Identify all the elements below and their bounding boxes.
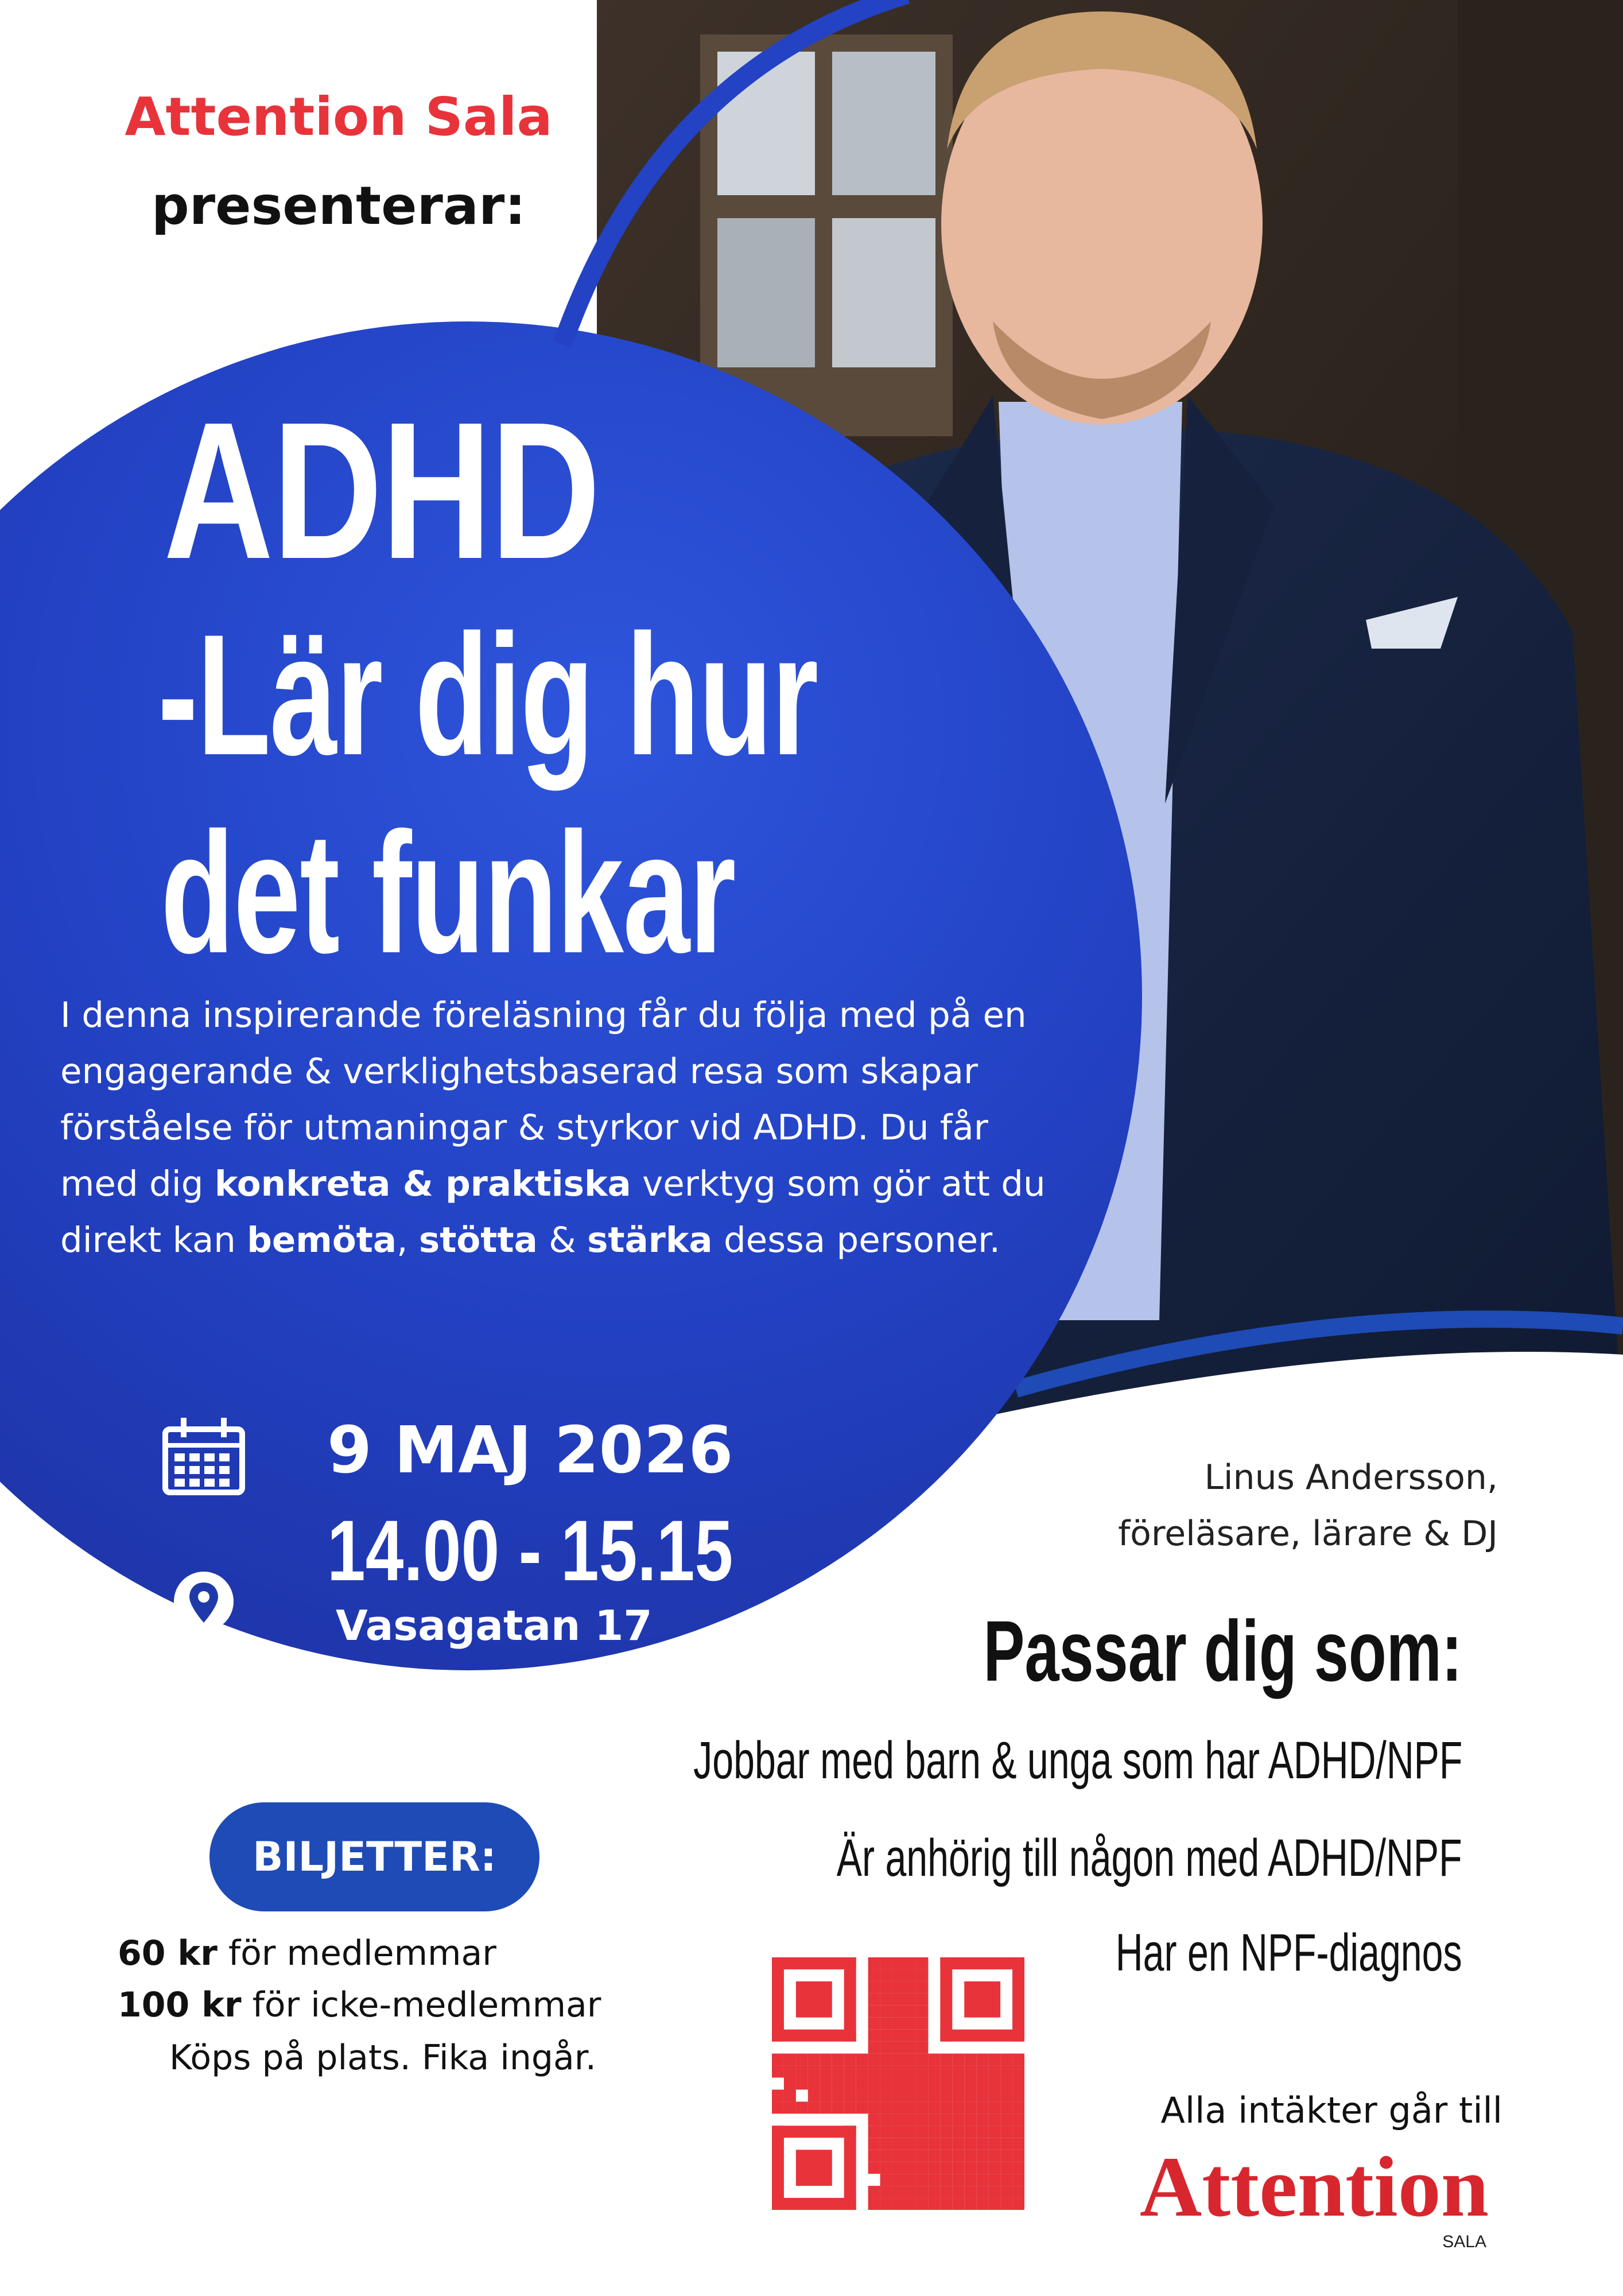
proceeds-text: Alla intäkter går till (1160, 2089, 1502, 2131)
svg-text:Attention: Attention (1139, 2141, 1489, 2235)
attention-logo (1119, 2141, 1509, 2256)
event-time: 14.00 - 15.15 (327, 1502, 733, 1599)
fits-item: Har en NPF-diagnos (1116, 1923, 1462, 1982)
tickets-button[interactable]: BILJETTER: (209, 1802, 539, 1911)
fits-item: Jobbar med barn & unga som har ADHD/NPF (693, 1731, 1462, 1790)
ticket-note: Köps på plats. Fika ingår. (169, 2038, 596, 2078)
speaker-role: föreläsare, lärare & DJ (1118, 1514, 1498, 1554)
organizer-name: Attention Sala (125, 86, 553, 148)
fits-heading: Passar dig som: (983, 1603, 1462, 1699)
fits-item: Är anhörig till någon med ADHD/NPF (837, 1829, 1462, 1887)
speaker-caption (924, 1449, 1498, 1562)
member-price: 60 kr för medlemmar (118, 1933, 496, 1973)
event-address-street: Vasagatan 17 (336, 1601, 653, 1650)
event-address-city: Sala (336, 1667, 436, 1716)
nonmember-price: 100 kr för icke-medlemmar (118, 1985, 601, 2025)
qr-code[interactable] (772, 1957, 1024, 2210)
title-line-2: -Lär dig hur (158, 598, 818, 791)
calendar-icon (161, 1412, 247, 1544)
event-date: 9 MAJ 2026 (327, 1413, 733, 1488)
svg-text:SALA: SALA (1442, 2232, 1486, 2251)
title-line-3: det funkar (161, 796, 736, 989)
intro-paragraph: I denna inspirerande föreläsning får du följa med på en engagerande & verklighetsbaserad resa som skapar förståelse för utmaningar & styrkor vid ADHD. Du får med dig konkreta & praktiska verktyg som gör att du direkt kan bemöta, stötta & stärka dessa personer. (60, 995, 1046, 1261)
speaker-name: Linus Andersson, (1204, 1457, 1498, 1498)
presents-label: presenterar: (151, 175, 526, 236)
title-line-1: ADHD (164, 382, 600, 600)
location-pin-icon (172, 1570, 235, 1639)
